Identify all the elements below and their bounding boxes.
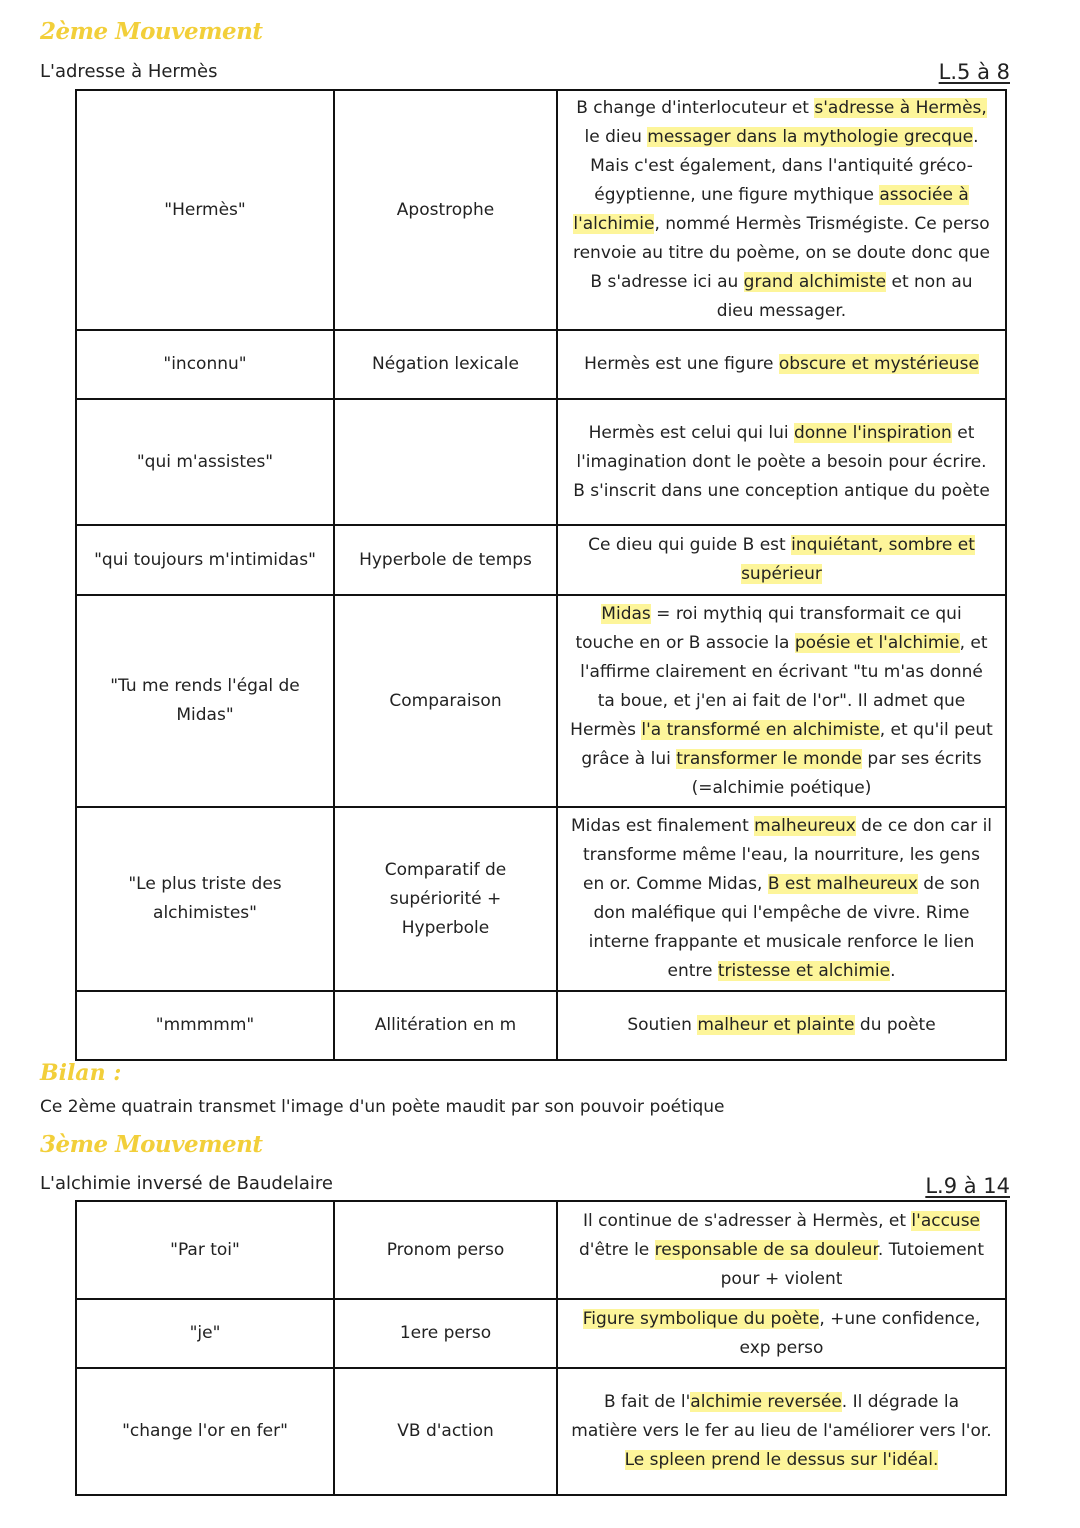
analyse-cell [557,1299,1006,1368]
analysis-text: Hermès est celui qui lui [588,422,794,443]
analyse-cell [557,991,1006,1060]
mouvement2-table [75,89,1007,1061]
procede-cell: Comparaison [334,595,557,807]
table-row [76,1368,1006,1495]
table-row [76,1299,1006,1368]
mouvement2-title: 2ème Mouvement [40,18,263,45]
table-row [76,330,1006,399]
highlighted-text: grand alchimiste [743,272,887,292]
highlighted-text: associée à l'alchimie [573,185,969,234]
analysis-text: par ses écrits (=alchimie poétique) [691,748,982,798]
analysis-text: , nommé Hermès Trismégiste. Ce perso renvoie au titre du poème, on se doute donc que B s'adresse ici au [572,214,990,292]
procede-cell: Apostrophe [334,90,557,330]
analysis-text: de son don maléfique qui l'empêche de vivre. Rime interne frappante et musicale renforce le lien entre [588,874,980,981]
mouvement2-subtitle: L'adresse à Hermès [40,61,218,82]
table-row [76,1201,1006,1299]
highlighted-text: Midas [601,603,651,624]
citation-cell: "qui m'assistes" [76,399,334,525]
analysis-text: B fait de l' [603,1392,691,1412]
analyse-cell [557,1368,1006,1495]
analyse-cell [557,807,1006,991]
analysis-text: . [890,961,896,981]
analysis-text: le dieu [584,127,648,147]
analyse-cell [557,525,1006,595]
procede-cell: 1ere perso [334,1299,557,1368]
analyse-cell [557,330,1006,399]
analysis-text: du poète [854,1015,936,1035]
procede-cell: VB d'action [334,1368,557,1495]
analysis-text: , et qu'il peut grâce à lui [581,719,993,769]
analysis-text: d'être le [579,1239,655,1260]
procede-cell: Allitération en m [334,991,557,1060]
procede-cell: Pronom perso [334,1201,557,1299]
table-row [76,807,1006,991]
table-row [76,525,1006,595]
analysis-text: Ce dieu qui guide B est [588,535,792,555]
highlighted-text: malheureux [754,816,856,836]
analysis-text: , et l'affirme clairement en écrivant "tu m'as donné ta boue, et j'en ai fait de l'or". Il admet que Hermès [570,632,988,740]
citation-cell: "Par toi" [76,1201,334,1299]
mouvement3-subtitle: L'alchimie inversé de Baudelaire [40,1173,333,1194]
highlighted-text: Figure symbolique du poète [582,1308,820,1329]
analyse-cell [557,1201,1006,1299]
highlighted-text: responsable de sa douleur [654,1239,878,1260]
mouvement3-title: 3ème Mouvement [40,1131,263,1158]
highlighted-text: alchimie reversée [690,1392,842,1412]
table-row [76,90,1006,330]
highlighted-text: donne l'inspiration [793,422,952,443]
analysis-text: Midas est finalement [570,816,755,836]
highlighted-text: l'accuse [911,1210,981,1231]
analysis-text: Soutien [627,1015,698,1035]
mouvement2-lines: L.5 à 8 [938,60,1010,84]
highlighted-text: malheur et plainte [697,1015,855,1035]
analysis-text: de ce don car il transforme même l'eau, la nourriture, les gens en or. Comme Midas, [582,816,993,894]
highlighted-text: s'adresse à Hermès, [814,98,987,118]
procede-cell: Hyperbole de temps [334,525,557,595]
citation-cell: "qui toujours m'intimidas" [76,525,334,595]
citation-cell: "inconnu" [76,330,334,399]
bilan-title: Bilan : [40,1060,122,1086]
mouvement3-lines: L.9 à 14 [925,1174,1010,1198]
highlighted-text: Le spleen prend le dessus sur l'idéal. [624,1450,939,1470]
procede-cell: Comparatif de supériorité + Hyperbole [334,807,557,991]
analyse-cell [557,399,1006,525]
highlighted-text: tristesse et alchimie [717,961,891,981]
analysis-text: . Il dégrade la matière vers le fer au lieu de l'améliorer vers l'or. [571,1392,992,1441]
table-row [76,991,1006,1060]
analyse-cell [557,595,1006,807]
citation-cell: "Le plus triste des alchimistes" [76,807,334,991]
citation-cell: "Tu me rends l'égal de Midas" [76,595,334,807]
table-row [76,595,1006,807]
procede-cell: Négation lexicale [334,330,557,399]
citation-cell: "mmmmm" [76,991,334,1060]
citation-cell: "Hermès" [76,90,334,330]
highlighted-text: inquiétant, sombre et supérieur [741,535,975,584]
highlighted-text: transformer le monde [676,748,862,769]
analysis-text: B change d'interlocuteur et [576,98,815,118]
analysis-text: . Mais c'est également, dans l'antiquité gréco-égyptienne, une figure mythique [590,127,979,205]
analysis-text: et l'imagination dont le poète a besoin pour écrire. B s'inscrit dans une conception antique du poète [573,422,990,501]
mouvement3-table [75,1200,1007,1496]
table-row [76,399,1006,525]
citation-cell: "je" [76,1299,334,1368]
analysis-text: , +une confidence, exp perso [739,1308,981,1358]
analysis-text: Il continue de s'adresser à Hermès, et [582,1210,912,1231]
bilan-text: Ce 2ème quatrain transmet l'image d'un poète maudit par son pouvoir poétique [40,1097,725,1117]
analysis-text: . Tutoiement pour + violent [720,1239,984,1289]
highlighted-text: obscure et mystérieuse [778,354,979,374]
highlighted-text: l'a transformé en alchimiste [641,719,880,740]
highlighted-text: B est malheureux [767,874,918,894]
highlighted-text: poésie et l'alchimie [794,632,960,653]
analysis-text: = roi mythiq qui transformait ce qui touche en or B associe la [575,603,962,653]
citation-cell: "change l'or en fer" [76,1368,334,1495]
analysis-text: Hermès est une figure [584,354,779,374]
highlighted-text: messager dans la mythologie grecque [647,127,974,147]
procede-cell [334,399,557,525]
analysis-text: et non au dieu messager. [716,272,973,321]
analyse-cell [557,90,1006,330]
